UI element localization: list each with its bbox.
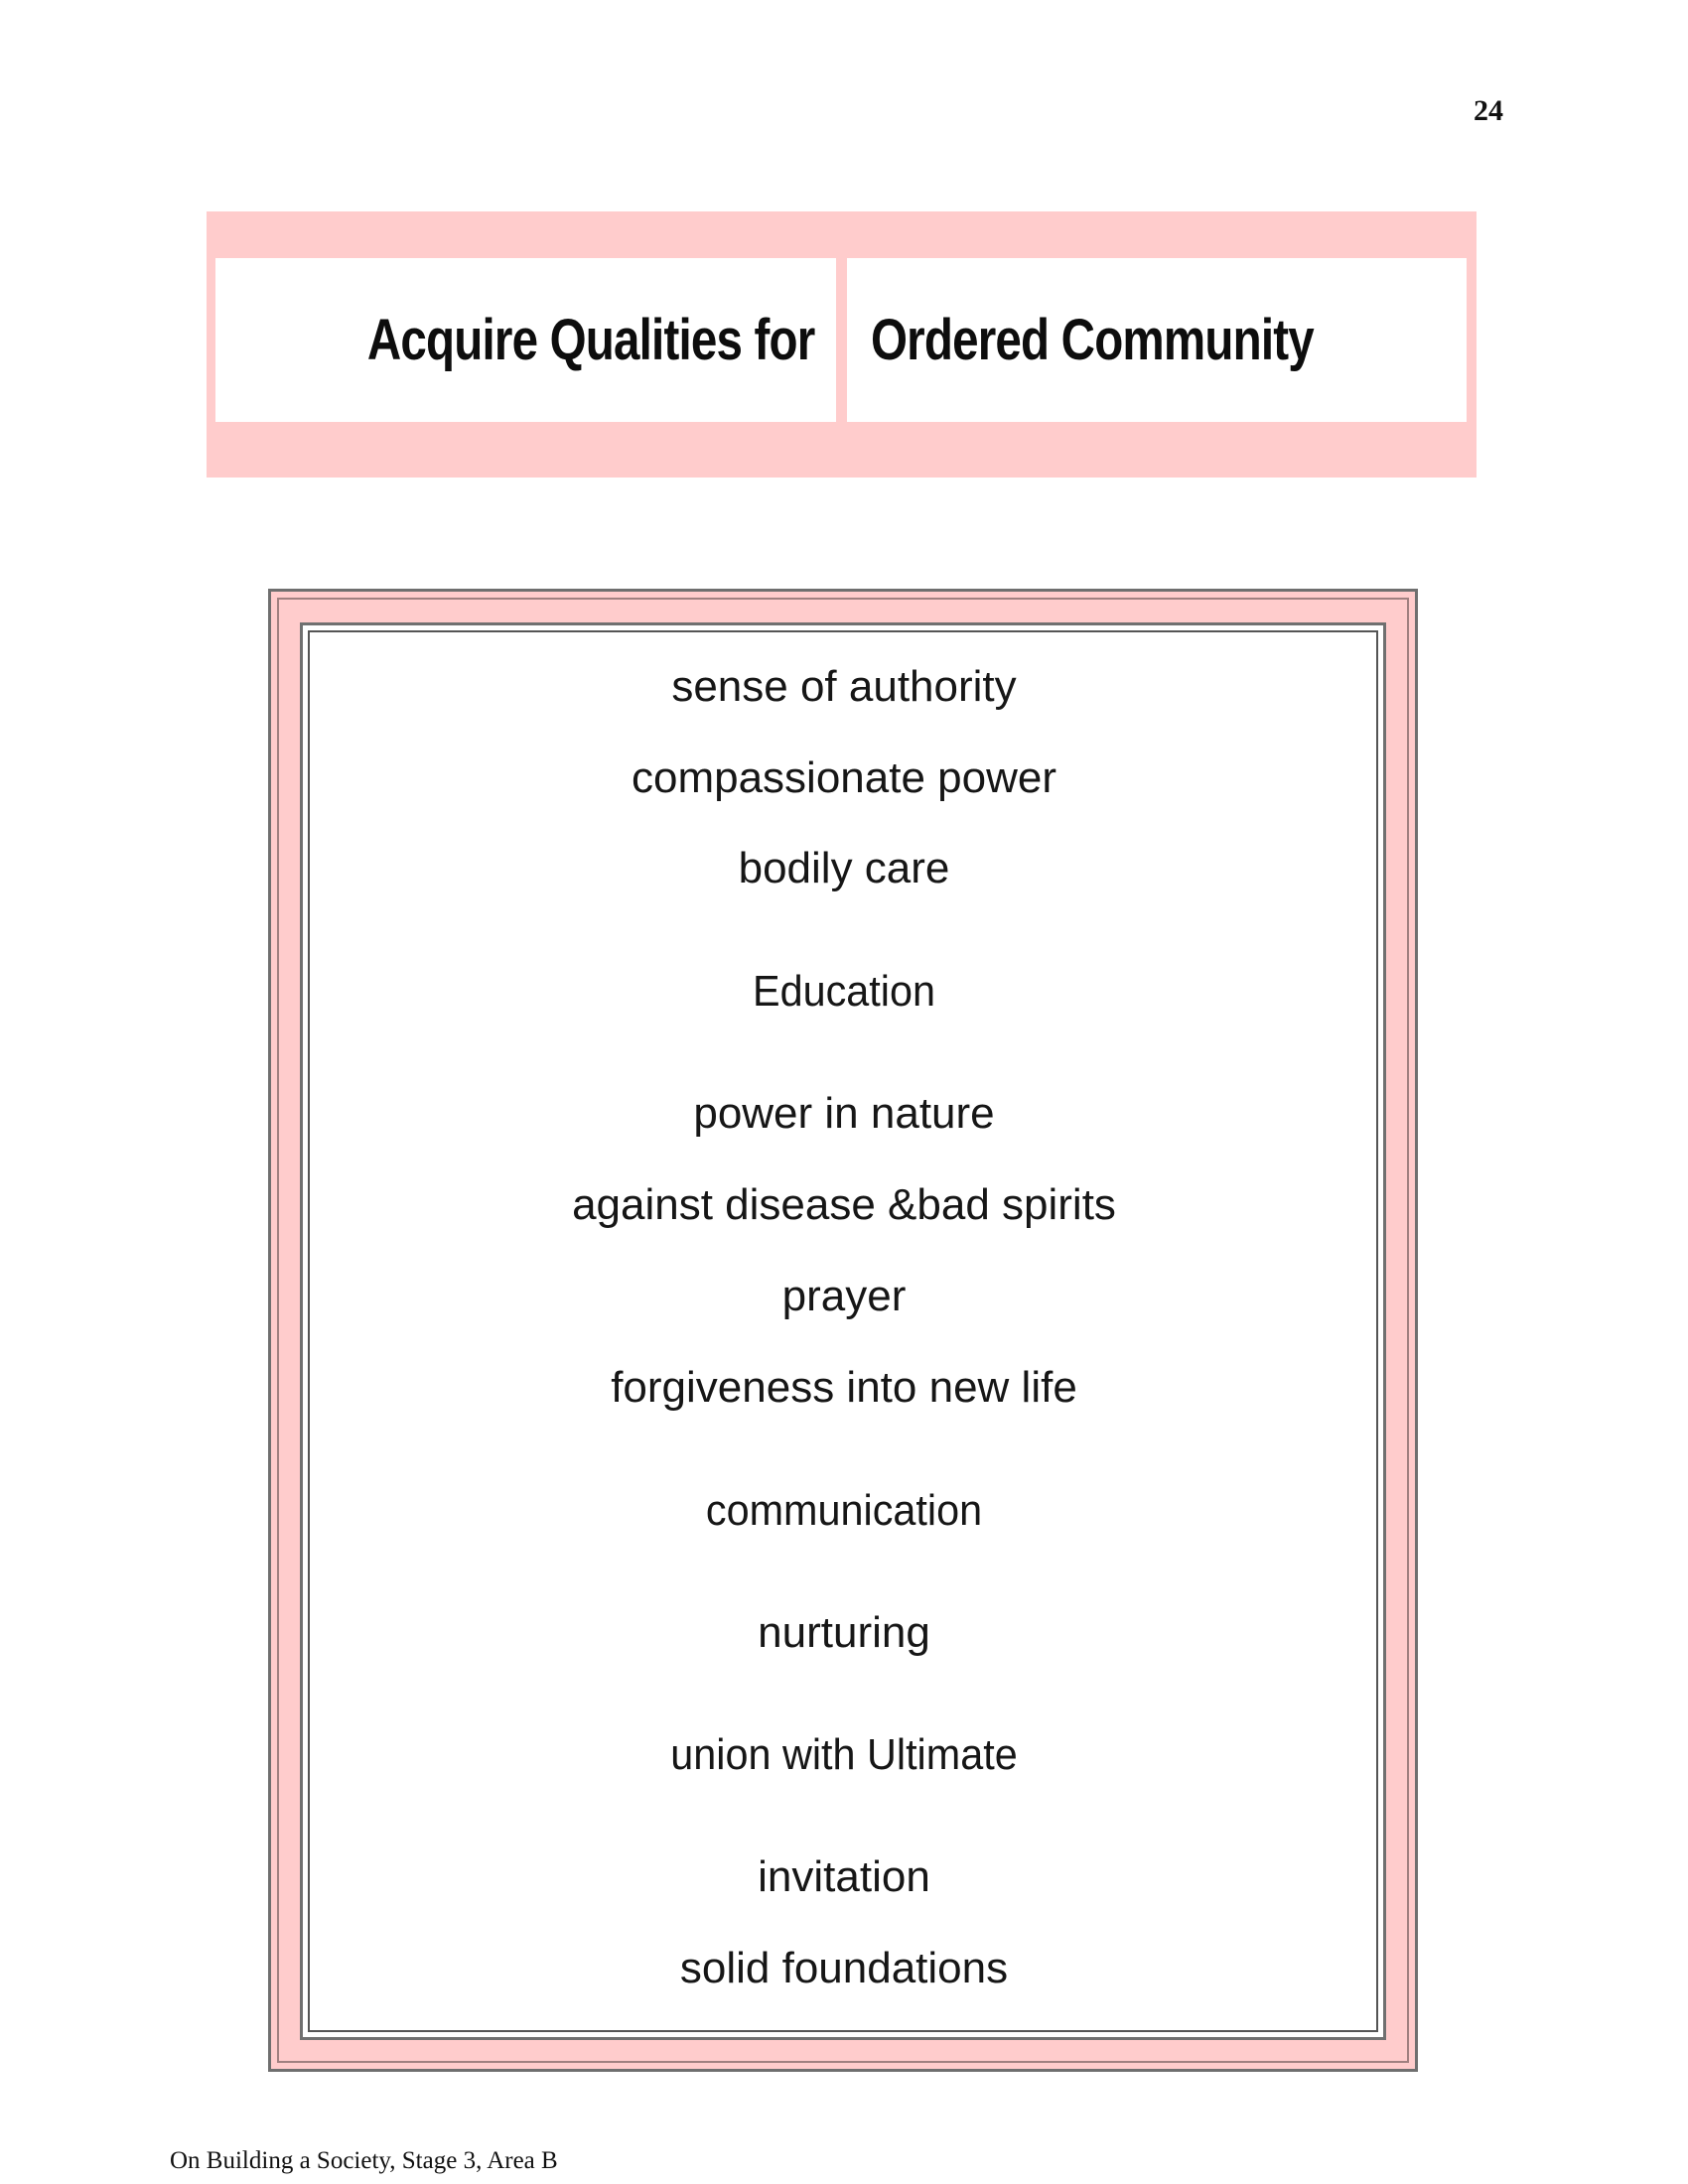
quality-item: compassionate power — [631, 753, 1056, 802]
qualities-frame — [268, 589, 1418, 2072]
quality-item: solid foundations — [679, 1944, 1009, 1992]
qualities-panel — [300, 622, 1386, 2040]
title-banner — [207, 211, 1477, 478]
quality-item: bodily care — [738, 844, 950, 892]
title-left-box — [215, 258, 836, 422]
quality-item: against disease &bad spirits — [572, 1180, 1116, 1229]
quality-item: prayer — [781, 1272, 907, 1320]
quality-item: power in nature — [693, 1089, 995, 1138]
title-right-text: Ordered Community — [871, 308, 1314, 372]
quality-item: forgiveness into new life — [611, 1363, 1077, 1412]
page-number: 24 — [1474, 94, 1503, 127]
quality-item: invitation — [758, 1852, 930, 1901]
title-left-text: Acquire Qualities for — [366, 308, 814, 372]
frame-inner-rule — [308, 630, 1378, 2032]
quality-item: communication — [705, 1486, 983, 1535]
quality-item: sense of authority — [671, 662, 1017, 711]
quality-item: union with Ultimate — [670, 1730, 1018, 1779]
page-footer: On Building a Society, Stage 3, Area B — [170, 2147, 558, 2174]
quality-item: nurturing — [758, 1608, 930, 1657]
title-right-box — [847, 258, 1467, 422]
quality-item: Education — [753, 967, 935, 1016]
